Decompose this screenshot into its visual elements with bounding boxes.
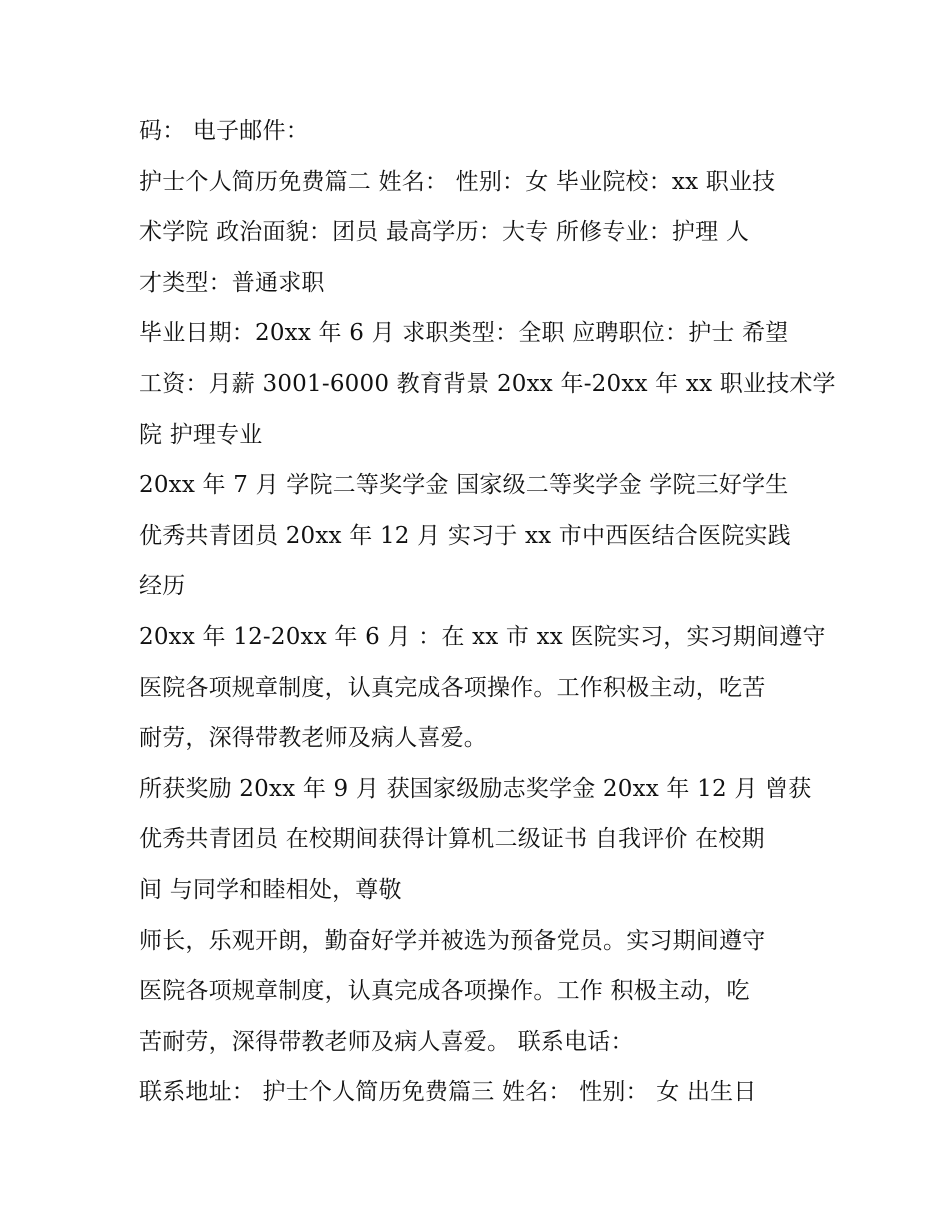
text-line: 院 护理专业 (139, 421, 263, 448)
text-line: 优秀共青团员 在校期间获得计算机二级证书 自我评价 在校期 (139, 826, 765, 853)
text-line: 护士个人简历免费篇二 姓名： 性别：女 毕业院校：xx 职业技 (139, 168, 776, 195)
text-line: 所获奖励 20xx 年 9 月 获国家级励志奖学金 20xx 年 12 月 曾获 (139, 775, 812, 802)
text-line: 工资：月薪 3001-6000 教育背景 20xx 年-20xx 年 xx 职业技术学 (139, 370, 836, 397)
text-line: 医院各项规章制度，认真完成各项操作。工作 积极主动，吃 (139, 978, 750, 1005)
text-line: 经历 (139, 573, 186, 600)
text-line: 耐劳，深得带教老师及病人喜爱。 (139, 725, 487, 752)
text-line: 优秀共青团员 20xx 年 12 月 实习于 xx 市中西医结合医院实践 (139, 522, 791, 549)
text-line: 医院各项规章制度，认真完成各项操作。工作积极主动，吃苦 (139, 674, 766, 701)
text-line: 间 与同学和睦相处，尊敬 (139, 876, 402, 903)
text-line: 术学院 政治面貌：团员 最高学历：大专 所修专业：护理 人 (139, 219, 750, 246)
text-line: 联系地址： 护士个人简历免费篇三 姓名： 性别： 女 出生日 (139, 1079, 757, 1106)
text-line: 才类型：普通求职 (139, 269, 325, 296)
text-line: 师长，乐观开朗，勤奋好学并被选为预备党员。实习期间遵守 (139, 927, 766, 954)
text-line: 20xx 年 7 月 学院二等奖学金 国家级二等奖学金 学院三好学生 (139, 472, 789, 499)
text-line: 毕业日期：20xx 年 6 月 求职类型：全职 应聘职位：护士 希望 (139, 320, 789, 347)
text-line: 码： 电子邮件： (139, 118, 309, 144)
resume-text-block (139, 106, 836, 1118)
text-line: 苦耐劳，深得带教老师及病人喜爱。 联系电话： (139, 1028, 634, 1055)
text-line: 20xx 年 12-20xx 年 6 月 ：在 xx 市 xx 医院实习，实习期间遵守 (139, 623, 826, 650)
